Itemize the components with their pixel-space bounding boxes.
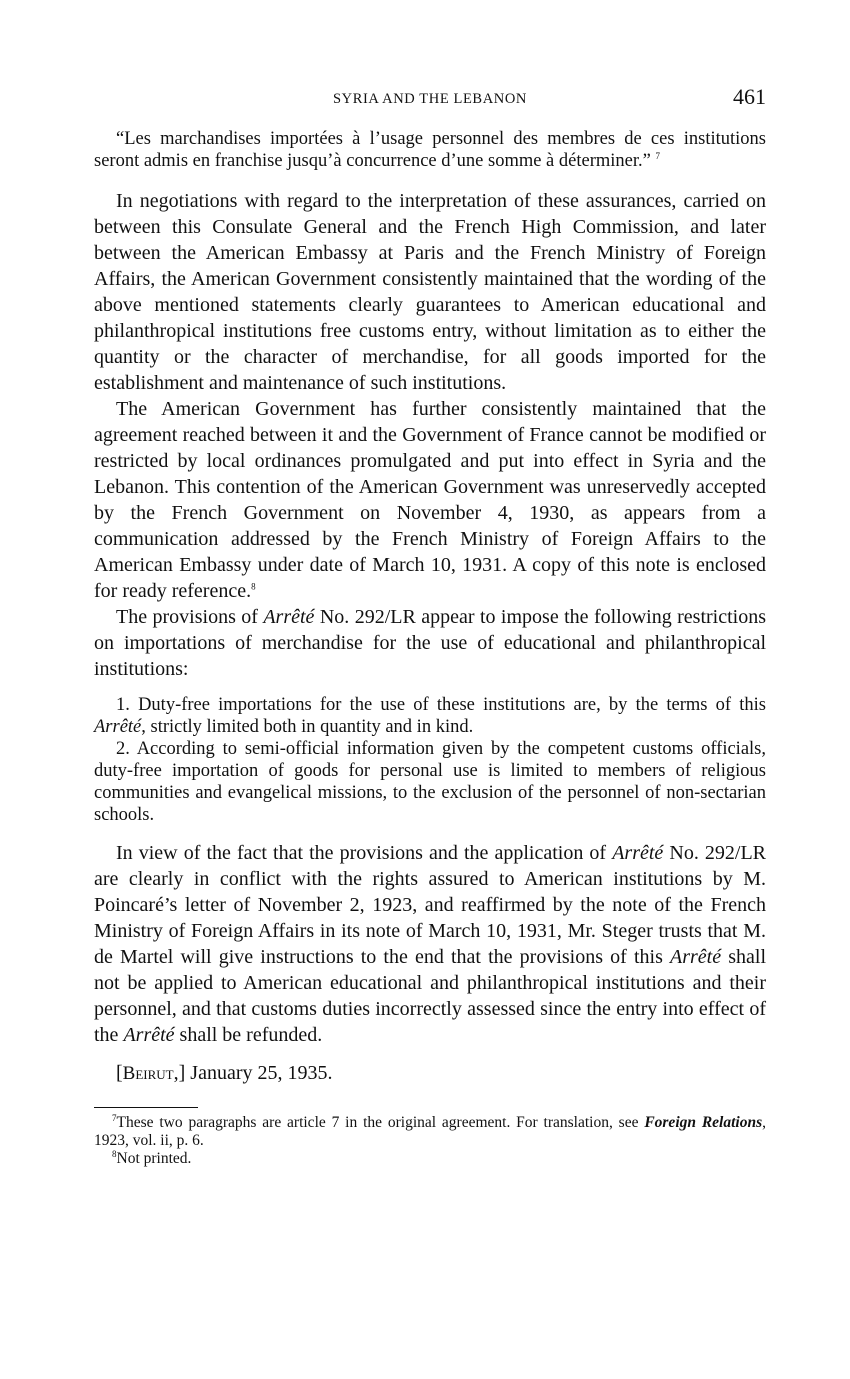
footnote-7-rest: , 1923, vol. ii, p. 6. (94, 1114, 766, 1149)
list-item-1-after: , strictly limited both in quantity and in kind. (141, 717, 474, 737)
footnote-8 (94, 1150, 766, 1168)
arrete-term: Arrêté (263, 606, 315, 628)
page-header (94, 84, 766, 120)
list-item: 2. According to semi-official information given by the competent customs officials, duty-free importation of goods for personal use is limited to members of religious communities and evangelical missions, to the exclusion of the personnel of non-sectarian schools. (94, 739, 766, 825)
footnote-ref-7: 7 (655, 150, 660, 161)
arrete-term: Arrêté (670, 946, 722, 968)
paragraph-4-part-1: In view of the fact that the provisions and the application of (116, 842, 607, 864)
paragraph-conclusion (94, 840, 766, 1048)
quote-text: “Les marchandises importées à l’usage personnel des membres de ces institutions seront admis en franchise jusqu’à concurrence d’une somme à déterminer.” (94, 129, 766, 171)
footnote-8-text: Not printed. (116, 1150, 192, 1167)
footnote-8-mark: 8 (112, 1148, 117, 1159)
footnote-7-text: These two paragraphs are article 7 in the original agreement. For translation, see (116, 1114, 639, 1131)
paragraph-3-after: No. 292/LR appear to impose the following restrictions on importations of merchandise for the use of educational and philanthropical institutions: (94, 606, 767, 680)
dateline-place: Beirut (122, 1063, 174, 1084)
footnote-ref-8: 8 (251, 581, 256, 592)
paragraph-4-part-2: No. 292/LR are clearly in conflict with the rights assured to American institutions by M. Poincaré’s letter of November 2, 1923, and reaffirmed by the note of the French Ministry of Foreign Affairs in its note of March 10, 1931, Mr. Steger trusts that M. de Martel will give instructions to the end that the provisions of this (94, 842, 767, 968)
paragraph-2-text: The American Government has further consistently maintained that the agreement reached between it and the Government of France cannot be modified or restricted by local ordinances promulgated and put into effect in Syria and the Lebanon. This contention of the American Government was unreservedly accepted by the French Government on November 4, 1930, as appears from a communication addressed by the French Ministry of Foreign Affairs to the American Embassy under date of March 10, 1931. A copy of this note is enclosed for ready reference. (94, 398, 766, 602)
list-item-1-before: 1. Duty-free importations for the use of these institutions are, by the terms of this (116, 695, 766, 715)
footnote-divider (94, 1107, 198, 1108)
dateline (116, 1060, 766, 1087)
footnote-7-mark: 7 (112, 1112, 117, 1123)
restrictions-list (94, 694, 766, 826)
paragraph-4-part-4: shall be refunded. (179, 1024, 323, 1046)
footnote-7 (94, 1114, 766, 1150)
page-number: 461 (733, 84, 766, 109)
arrete-term: Arrêté (123, 1024, 175, 1046)
document-page (94, 84, 767, 1168)
french-quote (94, 128, 766, 172)
dateline-open: [ (116, 1062, 123, 1084)
paragraph-3-before: The provisions of (116, 606, 258, 628)
paragraph-4-part-3: shall not be applied to American educational and philanthropical institutions and their personnel, and that customs duties incorrectly assessed since the entry into effect of the (94, 946, 767, 1046)
footnote-7-title: Foreign Relations (644, 1114, 763, 1131)
arrete-term: Arrêté (94, 717, 142, 737)
footnotes (94, 1114, 766, 1168)
arrete-term: Arrêté (612, 842, 664, 864)
paragraph-negotiations: In negotiations with regard to the interpretation of these assurances, carried on between this Consulate General and the French High Commission, and later between the American Embassy at Paris and the French Ministry of Foreign Affairs, the American Government consistently maintained that the wording of the above mentioned statements clearly guarantees to American educational and philanthropical institutions free customs entry, without limitation as to either the quantity or the character of merchandise, for all goods imported for the establishment and maintenance of such institutions. (94, 190, 766, 394)
dateline-date: January 25, 1935. (190, 1062, 333, 1084)
dateline-close: ,] (173, 1062, 186, 1084)
paragraph-american-government (94, 396, 766, 604)
paragraph-provisions (94, 604, 766, 682)
running-head: SYRIA AND THE LEBANON (333, 91, 527, 107)
list-item (94, 694, 766, 738)
